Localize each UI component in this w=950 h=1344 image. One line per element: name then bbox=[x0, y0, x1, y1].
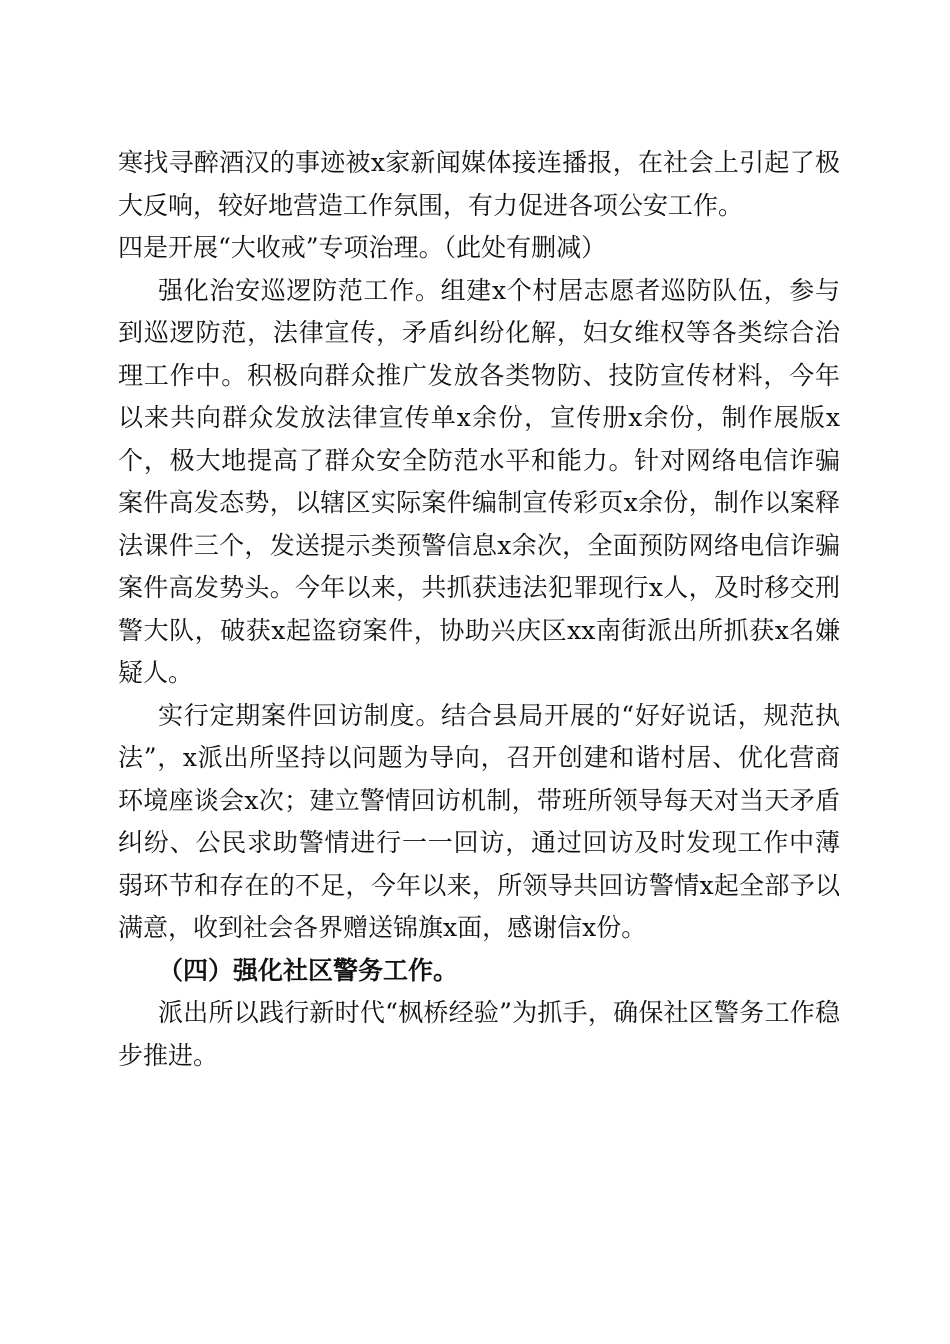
paragraph-case-revisit: 实行定期案件回访制度。结合县局开展的“好好说话，规范执法”，x派出所坚持以问题为导向，召开创建和谐村居、优化营商环境座谈会x次；建立警情回访机制，带班所领导每天对当天矛盾纠纷、公民求助警情进行一一回访，通过回访及时发现工作中薄弱环节和存在的不足，今年以来，所领导共回访警情x起全部予以满意，收到社会各界赠送锦旗x面，感谢信x份。 bbox=[118, 700, 840, 942]
paragraph-patrol-prevention: 强化治安巡逻防范工作。组建x个村居志愿者巡防队伍，参与到巡逻防范，法律宣传，矛盾纠纷化解，妇女维权等各类综合治理工作中。积极向群众推广发放各类物防、技防宣传材料，今年以来共向群众发放法律宣传单x余份，宣传册x余份，制作展版x个，极大地提高了群众安全防范水平和能力。针对网络电信诈骗案件高发态势，以辖区实际案件编制宣传彩页x余份，制作以案释法课件三个，发送提示类预警信息x余次，全面预防网络电信诈骗案件高发势头。今年以来，共抓获违法犯罪现行x人，及时移交刑警大队，破获x起盗窃案件，协助兴庆区xx南街派出所抓获x名嫌疑人。 bbox=[118, 275, 840, 687]
section-heading: （四）强化社区警务工作。 bbox=[158, 955, 459, 985]
paragraph-community-policing: 派出所以践行新时代“枫桥经验”为抓手，确保社区警务工作稳步推进。 bbox=[118, 998, 840, 1070]
paragraph-continued: 寒找寻醉酒汉的事迹被x家新闻媒体接连播报，在社会上引起了极大反响，较好地营造工作氛围，有力促进各项公安工作。 bbox=[118, 148, 840, 220]
document-body bbox=[118, 142, 840, 1077]
paragraph-special-campaign: 四是开展“大收戒”专项治理。（此处有删减） bbox=[118, 233, 607, 262]
